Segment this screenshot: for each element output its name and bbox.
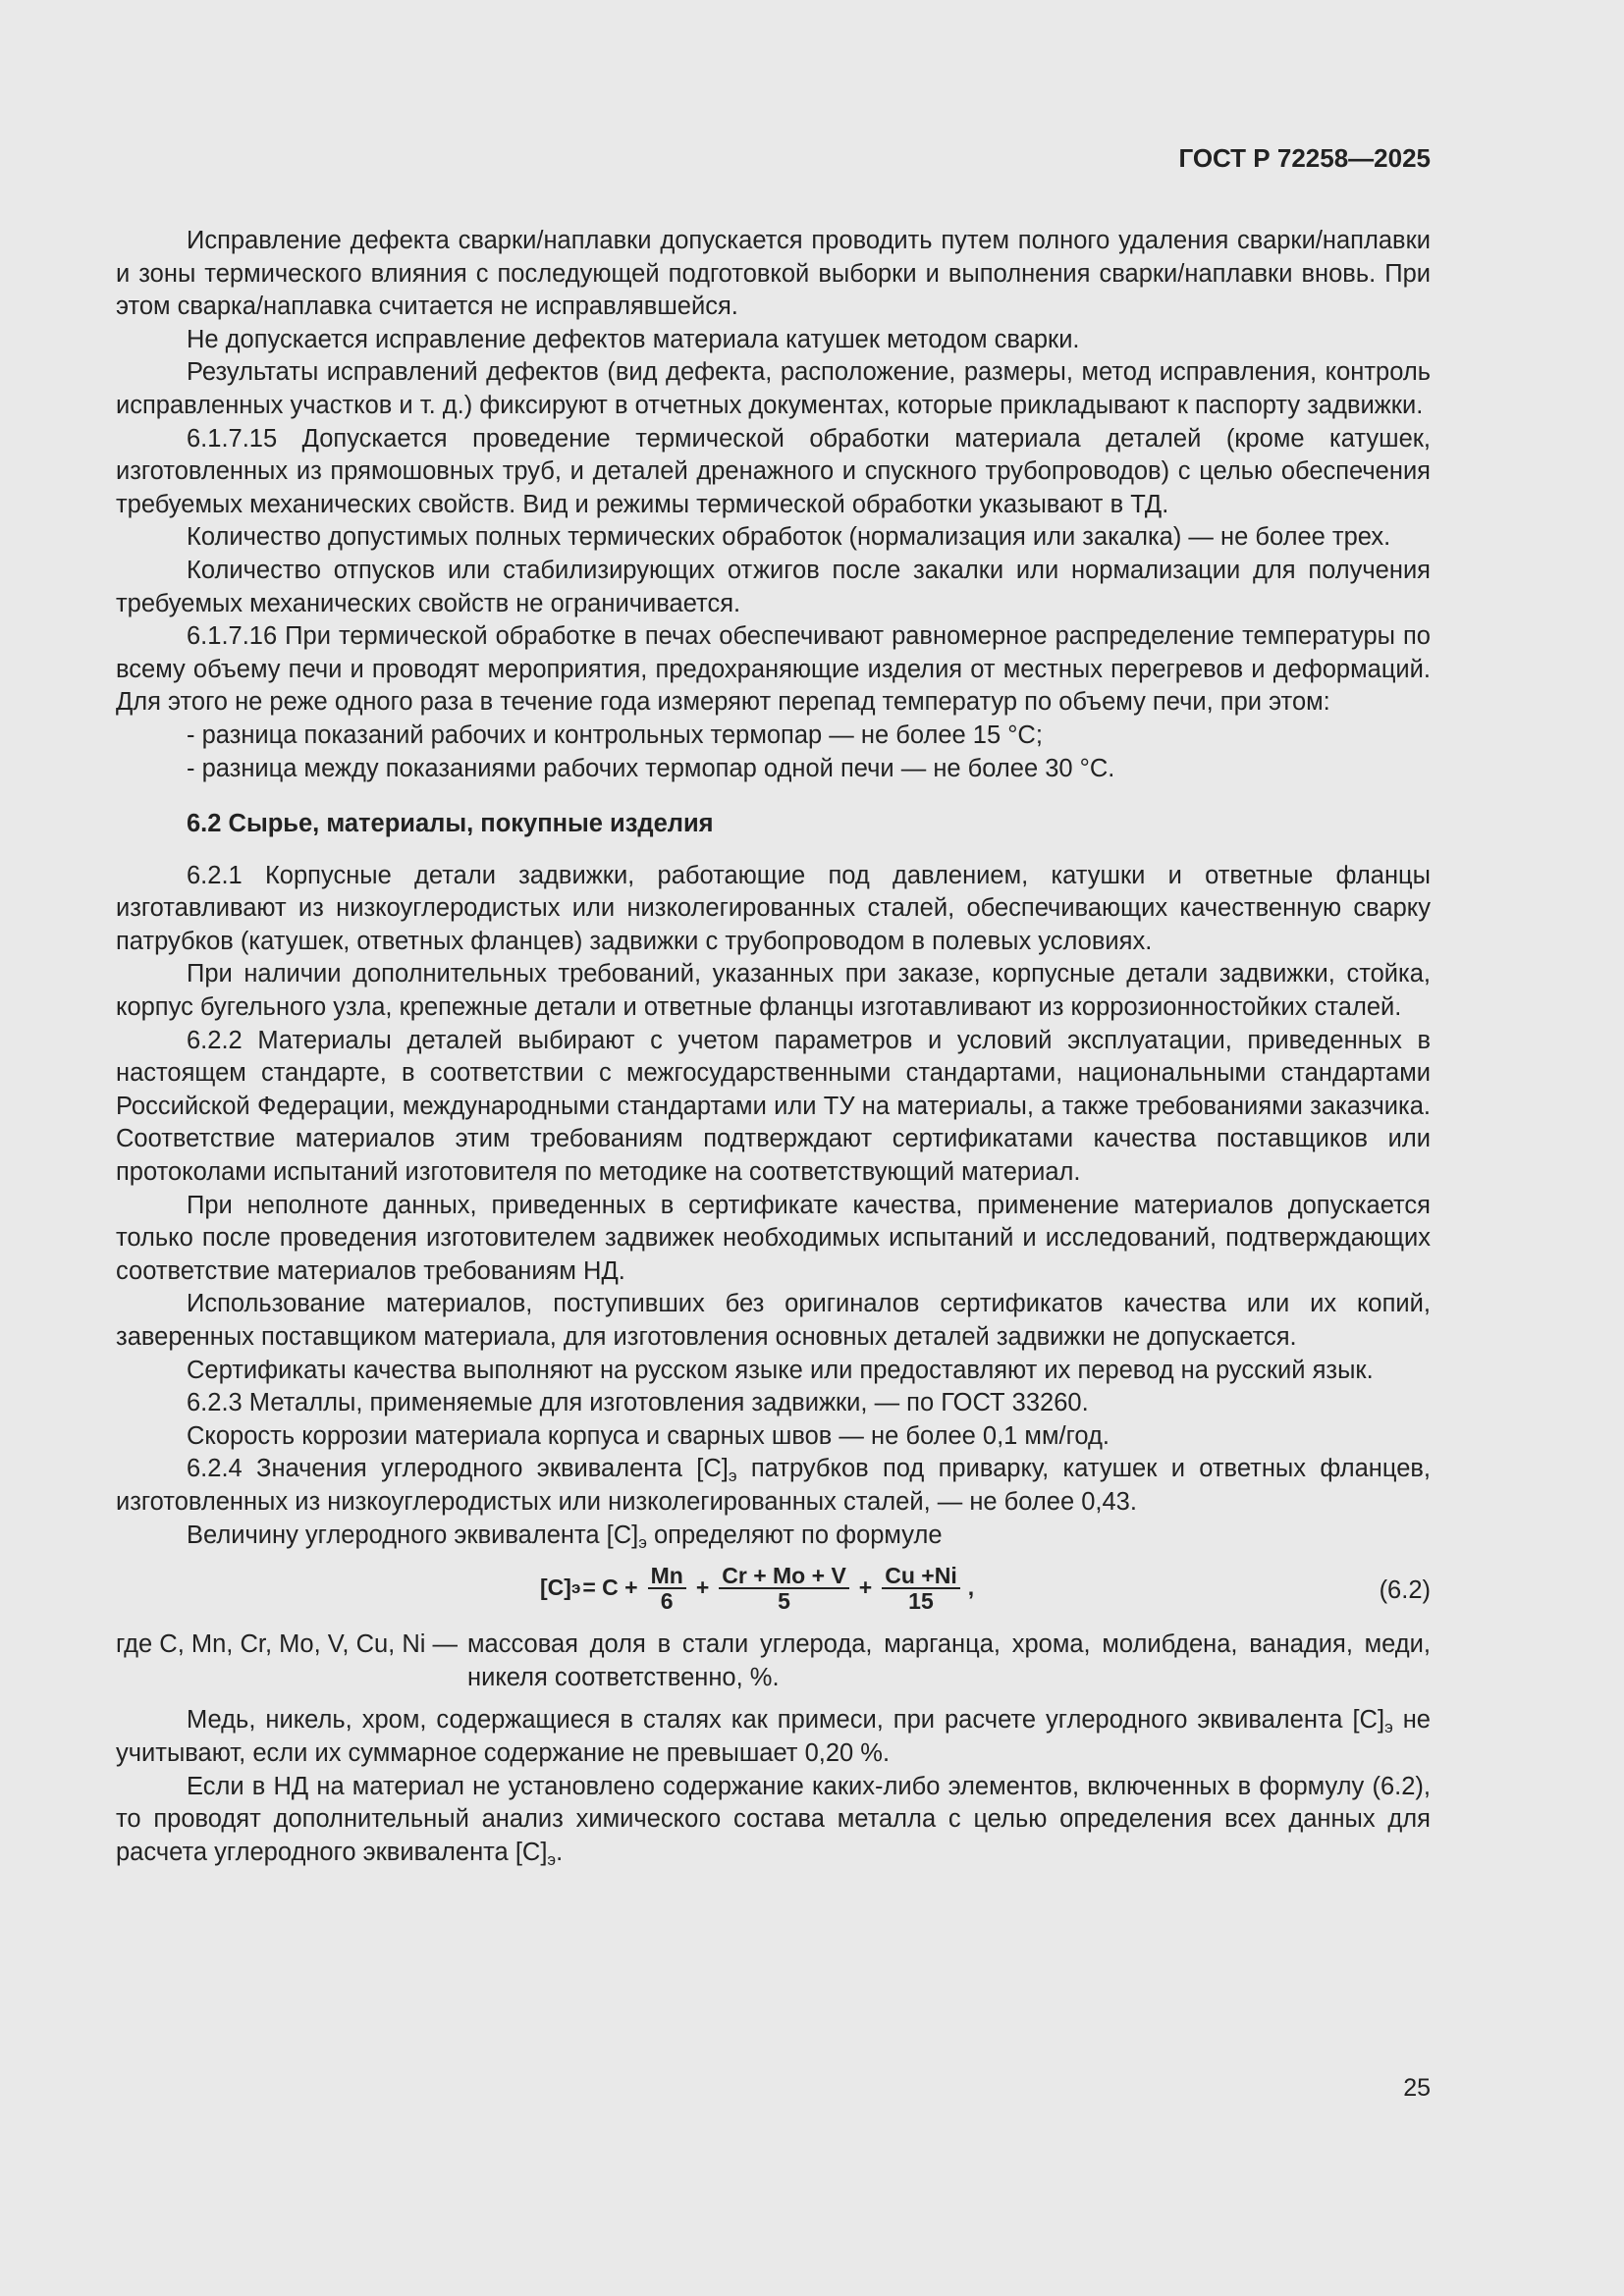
fraction-mn: $\frac{Mn}{6}$ bbox=[648, 1564, 686, 1613]
where-symbols: где C, Mn, Cr, Mo, V, Cu, Ni — bbox=[116, 1630, 459, 1659]
where-definition: массовая доля в стали углерода, марганца, хрома, молибдена, ванадия, меди, никеля соответственно, %. bbox=[467, 1630, 1431, 1691]
carbon-equivalent-formula: [C] э = C + $\frac{Mn}{6}$ + $\frac{Cr + Mo + V}{5}$ + $\frac{Cu +Ni}{15}$ , bbox=[540, 1563, 975, 1615]
paragraph: 6.2.2 Материалы деталей выбирают с учетом параметров и условий эксплуатации, приведенных в настоящем стандарте, в соответствии с межгосударственными стандартами, национальными стандартами Российской Федерации, международными стандартами или ТУ на материалы, а также требованиями заказчика. Соответствие материалов этим требованиям подтверждают сертификатами качества поставщиков или протоколами испытаний изготовителя по методике на соответствующий материал. bbox=[116, 1026, 1431, 1187]
paragraph: 6.1.7.16 При термической обработке в печах обеспечивают равномерное распределение температуры по всему объему печи и проводят мероприятия, предохраняющие изделия от местных перегревов и деформаций. Для этого не реже одного раза в течение года измеряют перепад температур по объему печи, при этом: bbox=[116, 622, 1431, 717]
equation-number: (6.2) bbox=[1379, 1576, 1431, 1605]
page-number: 25 bbox=[1403, 2074, 1431, 2102]
body-text bbox=[116, 225, 1431, 1869]
paragraph: Исправление дефекта сварки/наплавки допускается проводить путем полного удаления сварки/наплавки и зоны термического влияния с последующей подготовкой выборки и выполнения сварки/наплавки вновь. При этом сварка/наплавка считается не исправлявшейся. bbox=[116, 227, 1431, 321]
paragraph-additional-analysis: Если в НД на материал не установлено содержание каких-либо элементов, включенных в формулу (6.2), то проводят дополнительный анализ химического состава металла с целью определения всех данных для расчета углеродного эквивалента $[C]_э$. bbox=[116, 1772, 1431, 1869]
fraction-cu-ni: $\frac{Cu +Ni}{15}$ bbox=[882, 1564, 959, 1613]
formula-block bbox=[116, 1560, 1431, 1617]
paragraph: При неполноте данных, приведенных в сертификате качества, применение материалов допускается только после проведения изготовителем задвижек необходимых испытаний и исследований, подтверждающих соответствие материалов требованиям НД. bbox=[116, 1191, 1431, 1285]
paragraph-impurities: Медь, никель, хром, содержащиеся в сталях как примеси, при расчете углеродного эквивалента $[C]_э$ не учитывают, если их суммарное содержание не превышает 0,20 %. bbox=[116, 1706, 1431, 1767]
paragraph: Количество отпусков или стабилизирующих отжигов после закалки или нормализации для получения требуемых механических свойств не ограничивается. bbox=[116, 556, 1431, 617]
paragraph: Использование материалов, поступивших без оригиналов сертификатов качества или их копий, заверенных поставщиком материала, для изготовления основных деталей задвижки не допускается. bbox=[116, 1290, 1431, 1351]
paragraph-carbon-equivalent: 6.2.4 Значения углеродного эквивалента $[C]_э$ патрубков под приварку, катушек и ответных фланцев, изготовленных из низкоуглеродистых или низколегированных сталей, — не более 0,43. bbox=[116, 1455, 1432, 1516]
paragraph-formula-intro: Величину углеродного эквивалента $[C]_э$ определяют по формуле bbox=[187, 1521, 943, 1552]
list-item: - разница между показаниями рабочих термопар одной печи — не более 30 °C. bbox=[187, 754, 1115, 782]
paragraph: Не допускается исправление дефектов материала катушек методом сварки. bbox=[187, 325, 1080, 353]
document-header: ГОСТ Р 72258—2025 bbox=[1178, 143, 1431, 173]
paragraph: Скорость коррозии материала корпуса и сварных швов — не более 0,1 мм/год. bbox=[187, 1421, 1110, 1450]
paragraph: Сертификаты качества выполняют на русском языке или предоставляют их перевод на русский язык. bbox=[187, 1356, 1374, 1384]
section-heading: 6.2 Сырье, материалы, покупные изделия bbox=[187, 810, 714, 838]
paragraph: 6.2.3 Металлы, применяемые для изготовления задвижки, — по ГОСТ 33260. bbox=[187, 1389, 1089, 1417]
paragraph: 6.2.1 Корпусные детали задвижки, работающие под давлением, катушки и ответные фланцы изготавливают из низкоуглеродистых или низколегированных сталей, обеспечивающих качественную сварку патрубков (катушек, ответных фланцев) задвижки с трубопроводом в полевых условиях. bbox=[116, 861, 1431, 955]
where-clause bbox=[116, 1629, 1431, 1694]
paragraph: Количество допустимых полных термических обработок (нормализация или закалка) — не более трех. bbox=[187, 523, 1391, 552]
fraction-cr-mo-v: $\frac{Cr + Mo + V}{5}$ bbox=[719, 1564, 849, 1613]
paragraph: Результаты исправлений дефектов (вид дефекта, расположение, размеры, метод исправления, контроль исправленных участков и т. д.) фиксируют в отчетных документах, которые прикладывают к паспорту задвижки. bbox=[116, 358, 1431, 419]
paragraph: При наличии дополнительных требований, указанных при заказе, корпусные детали задвижки, стойка, корпус бугельного узла, крепежные детали и ответные фланцы изготавливают из коррозионностойких сталей. bbox=[116, 960, 1431, 1022]
paragraph: 6.1.7.15 Допускается проведение термической обработки материала деталей (кроме катушек, изготовленных из прямошовных труб, и деталей дренажного и спускного трубопроводов) с целью обеспечения требуемых механических свойств. Вид и режимы термической обработки указывают в ТД. bbox=[116, 424, 1431, 518]
list-item: - разница показаний рабочих и контрольных термопар — не более 15 °C; bbox=[187, 721, 1043, 749]
